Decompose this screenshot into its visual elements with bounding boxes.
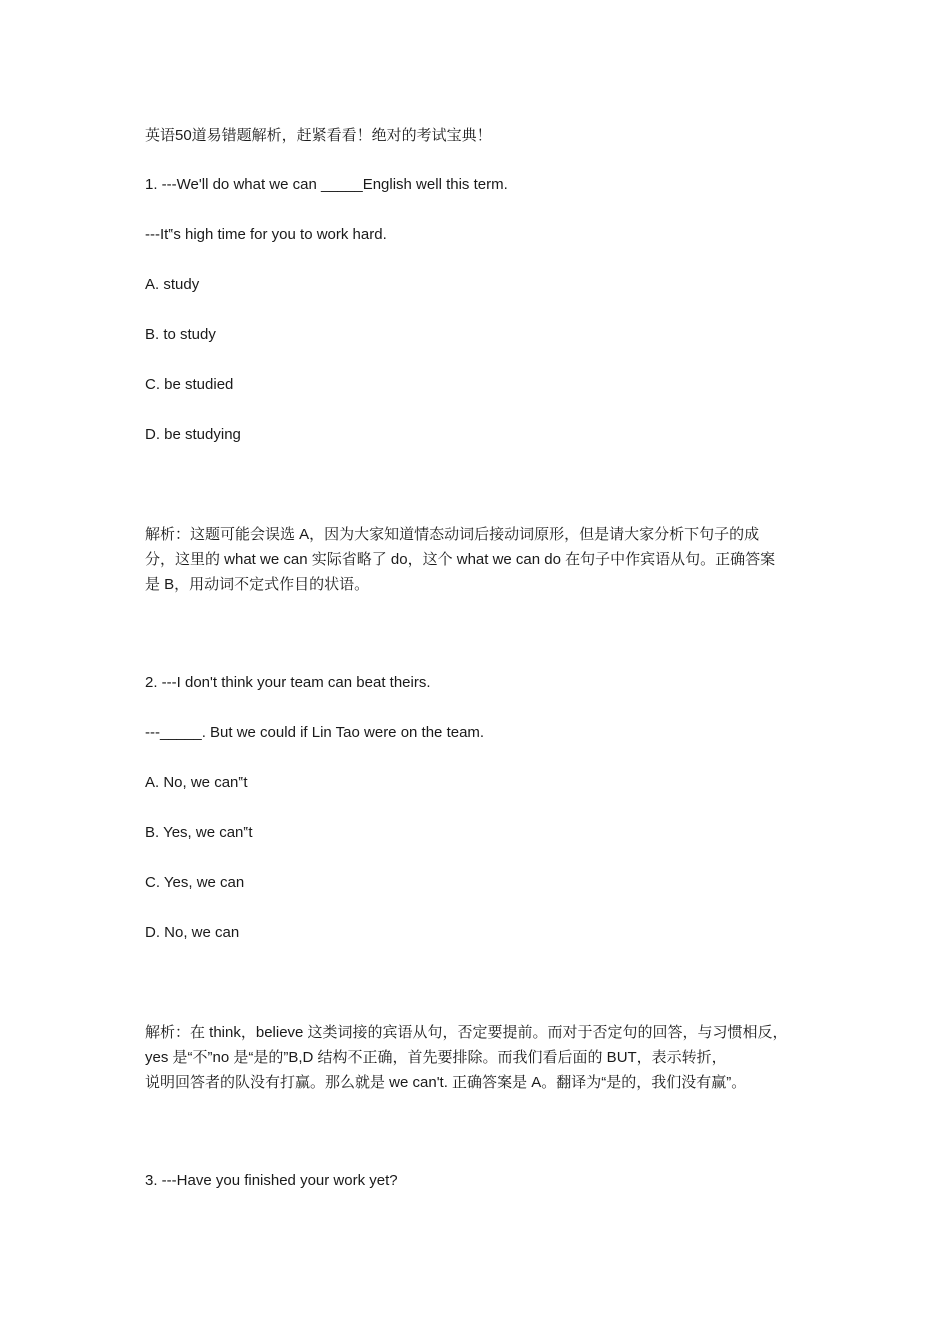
question-1-option-b: B. to study <box>145 326 216 343</box>
question-1-option-a: A. study <box>145 276 200 293</box>
document-title: 英语50道易错题解析，赶紧看看！绝对的考试宝典！ <box>145 127 492 144</box>
question-2-stem: 2. ---I don't think your team can beat theirs. <box>145 674 431 691</box>
analysis-line: 解析：在 think，believe 这类词接的宾语从句，否定要提前。而对于否定句的回答，与习惯相反， <box>145 1024 788 1041</box>
question-1-option-c: C. be studied <box>145 376 234 393</box>
analysis-line: 分，这里的 what we can 实际省略了 do，这个 what we can do 在句子中作宾语从句。正确答案 <box>145 551 776 568</box>
question-2-option-c: C. Yes, we can <box>145 874 245 891</box>
analysis-line: 解析：这题可能会误选 A，因为大家知道情态动词后接动词原形，但是请大家分析下句子的成 <box>145 526 760 543</box>
analysis-line: yes 是“不”no 是“是的”B,D 结构不正确，首先要排除。而我们看后面的 BUT，表示转折， <box>145 1049 727 1066</box>
question-1-option-d: D. be studying <box>145 426 241 443</box>
question-2-option-b: B. Yes, we can‟t <box>145 824 253 841</box>
question-1-stem: 1. ---We'll do what we can _____English well this term. <box>145 176 508 193</box>
question-2-reply: ---_____. But we could if Lin Tao were on the team. <box>145 724 485 741</box>
question-1-reply: ---It‟s high time for you to work hard. <box>145 226 387 243</box>
question-1-analysis <box>145 522 810 597</box>
question-2-option-a: A. No, we can‟t <box>145 774 248 791</box>
question-2-option-d: D. No, we can <box>145 924 240 941</box>
analysis-line: 说明回答者的队没有打赢。那么就是 we can't. 正确答案是 A。翻译为“是的，我们没有赢”。 <box>145 1074 747 1091</box>
analysis-line: 是 B，用动词不定式作目的状语。 <box>145 576 370 593</box>
question-3-stem: 3. ---Have you finished your work yet? <box>145 1172 398 1189</box>
question-2-analysis <box>145 1020 810 1095</box>
